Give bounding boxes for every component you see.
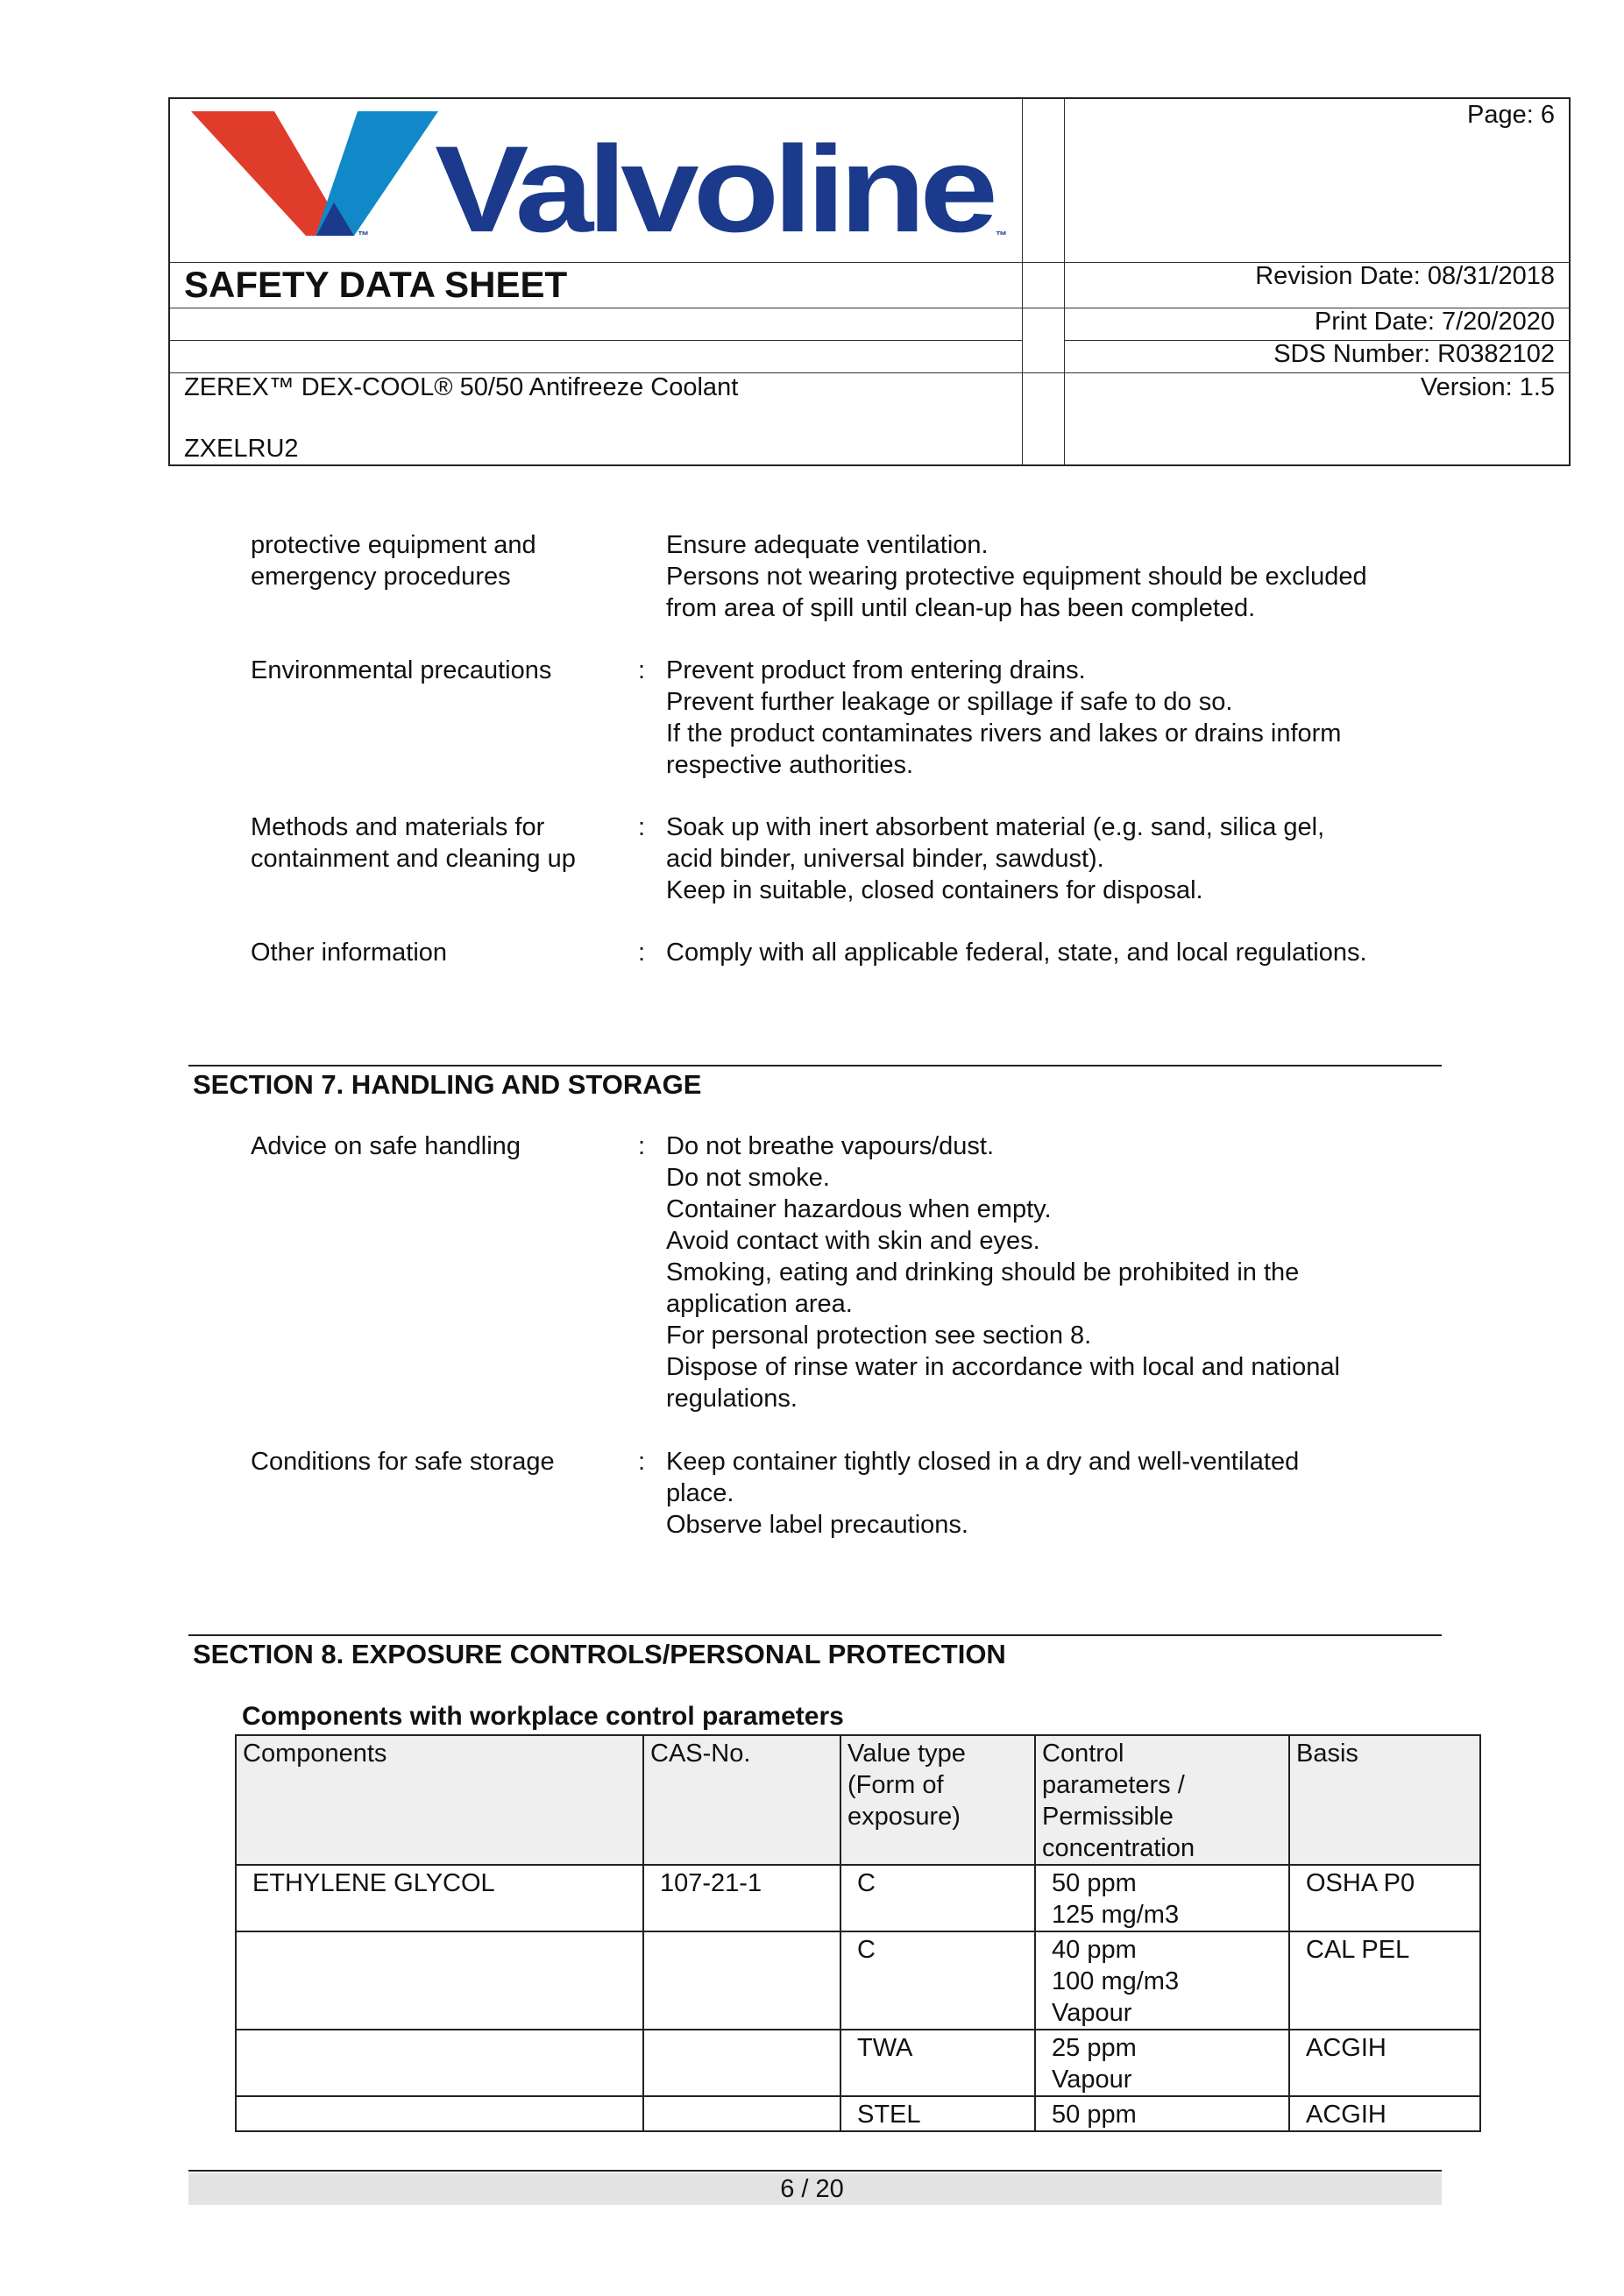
label-containment-methods: Methods and materials for containment and cleaning up (251, 813, 576, 873)
page-label: Page: 6 (1467, 101, 1555, 129)
cell-basis: ACGIH (1289, 2096, 1480, 2131)
table-row (236, 2030, 1480, 2096)
colon: : (638, 656, 646, 684)
cell-component (236, 1931, 643, 2030)
cell-basis: OSHA P0 (1289, 1865, 1480, 1931)
col-header-cas: CAS-No. (643, 1735, 840, 1865)
col-header-control-parameters: Control parameters / Permissible concentration (1035, 1735, 1289, 1865)
cell-component: ETHYLENE GLYCOL (236, 1865, 643, 1931)
product-code: ZXELRU2 (184, 435, 299, 463)
cell-params: 50 ppm 125 mg/m3 (1035, 1865, 1289, 1931)
table-row (236, 1931, 1480, 2030)
cell-cas (643, 2096, 840, 2131)
table-caption: Components with workplace control parameters (242, 1702, 844, 1731)
value-other-information: Comply with all applicable federal, state, and local regulations. (666, 939, 1367, 967)
value-safe-storage: Keep container tightly closed in a dry and well-ventilated place. Observe label precautions. (666, 1448, 1300, 1539)
version: Version: 1.5 (1420, 373, 1555, 401)
label-protective-equipment: protective equipment and emergency procedures (251, 531, 536, 591)
colon: : (638, 813, 646, 841)
label-safe-storage: Conditions for safe storage (251, 1448, 555, 1476)
cell-type: STEL (840, 2096, 1035, 2131)
colon: : (638, 939, 646, 967)
valvoline-logo (191, 104, 1015, 259)
header-box (168, 97, 1571, 466)
col-header-basis: Basis (1289, 1735, 1480, 1865)
cell-basis: CAL PEL (1289, 1931, 1480, 2030)
cell-cas (643, 2030, 840, 2096)
section-divider (188, 1634, 1442, 1636)
cell-component (236, 2096, 643, 2131)
page-number: 6 / 20 (780, 2175, 844, 2203)
print-date: Print Date: 7/20/2020 (1314, 308, 1555, 336)
cell-cas (643, 1931, 840, 2030)
table-header-row (236, 1735, 1480, 1865)
value-safe-handling: Do not breathe vapours/dust. Do not smoke. Container hazardous when empty. Avoid contact with skin and eyes. Smoking, eating and drinking should be prohibited in the application area. For personal protection see section 8. Dispose of rinse water in accordance with local and national regulations. (666, 1132, 1340, 1413)
cell-type: C (840, 1865, 1035, 1931)
value-environmental-precautions: Prevent product from entering drains. Prevent further leakage or spillage if safe to do so. If the product contaminates rivers and lakes or drains inform respective authorities. (666, 656, 1342, 779)
cell-params: 50 ppm (1035, 2096, 1289, 2131)
sds-number: SDS Number: R0382102 (1273, 340, 1555, 368)
table-row (236, 2096, 1480, 2131)
doc-type-title: SAFETY DATA SHEET (184, 264, 568, 305)
col-header-value-type: Value type (Form of exposure) (840, 1735, 1035, 1865)
value-protective-equipment: Ensure adequate ventilation. Persons not wearing protective equipment should be excluded from area of spill until clean-up has been completed. (666, 531, 1367, 622)
cell-basis: ACGIH (1289, 2030, 1480, 2096)
colon: : (638, 1448, 646, 1476)
label-environmental-precautions: Environmental precautions (251, 656, 552, 684)
col-header-components: Components (236, 1735, 643, 1865)
value-containment-methods: Soak up with inert absorbent material (e.g. sand, silica gel, acid binder, universal binder, sawdust). Keep in suitable, closed containers for disposal. (666, 813, 1325, 904)
cell-component (236, 2030, 643, 2096)
label-safe-handling: Advice on safe handling (251, 1132, 521, 1160)
logo-trademark-right: ™ (996, 229, 1007, 242)
table-row (236, 1865, 1480, 1931)
exposure-limits-table (235, 1734, 1481, 2132)
cell-cas: 107-21-1 (643, 1865, 840, 1931)
colon: : (638, 1132, 646, 1160)
section-7-title: SECTION 7. HANDLING AND STORAGE (193, 1069, 702, 1100)
logo-wordmark: Valvoline (435, 120, 995, 258)
logo-trademark-left: ™ (358, 229, 369, 242)
section-divider (188, 1065, 1442, 1067)
cell-type: C (840, 1931, 1035, 2030)
footer-divider (188, 2170, 1442, 2172)
product-name: ZEREX™ DEX-COOL® 50/50 Antifreeze Coolant (184, 373, 739, 401)
cell-params: 40 ppm 100 mg/m3 Vapour (1035, 1931, 1289, 2030)
section-8-title: SECTION 8. EXPOSURE CONTROLS/PERSONAL PROTECTION (193, 1639, 1006, 1669)
cell-params: 25 ppm Vapour (1035, 2030, 1289, 2096)
cell-type: TWA (840, 2030, 1035, 2096)
revision-date: Revision Date: 08/31/2018 (1255, 262, 1555, 290)
label-other-information: Other information (251, 939, 448, 967)
